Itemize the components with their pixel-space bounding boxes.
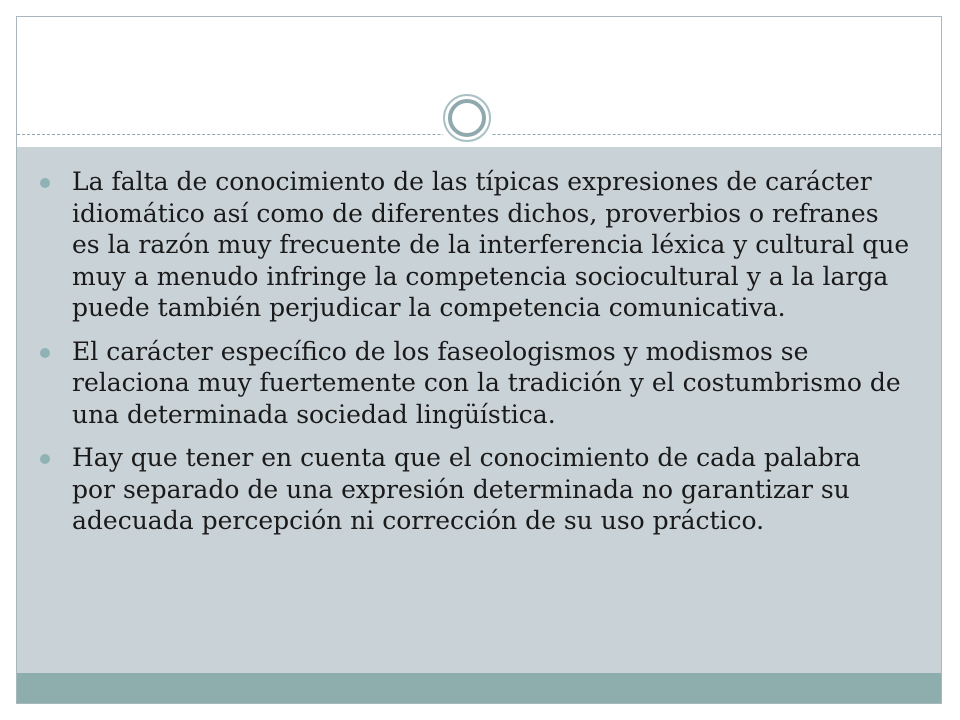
bullet-dot-icon bbox=[40, 178, 50, 188]
bullet-item bbox=[30, 336, 910, 431]
circle-ornament-icon bbox=[438, 89, 496, 147]
bullet-list bbox=[30, 166, 910, 549]
bullet-dot-icon bbox=[40, 454, 50, 464]
bullet-text: La falta de conocimiento de las típicas expresiones de carácter idiomático así como de diferentes dichos, proverbios o refranes es la razón muy frecuente de la interferencia léxica y cultural que muy a menudo infringe la competencia sociocultural y a la larga puede también perjudicar la competencia comunicativa. bbox=[72, 167, 910, 322]
bullet-text: El carácter específico de los faseologismos y modismos se relaciona muy fuertemente con la tradición y el costumbrismo de una determinada sociedad lingüística. bbox=[72, 336, 901, 429]
bullet-dot-icon bbox=[40, 348, 50, 358]
bullet-item bbox=[30, 442, 910, 537]
inner-ring bbox=[448, 99, 486, 137]
footer-band bbox=[17, 673, 941, 704]
bullet-item bbox=[30, 166, 910, 324]
bullet-text: Hay que tener en cuenta que el conocimiento de cada palabra por separado de una expresión determinada no garantizar su adecuada percepción ni corrección de su uso práctico. bbox=[72, 443, 861, 535]
